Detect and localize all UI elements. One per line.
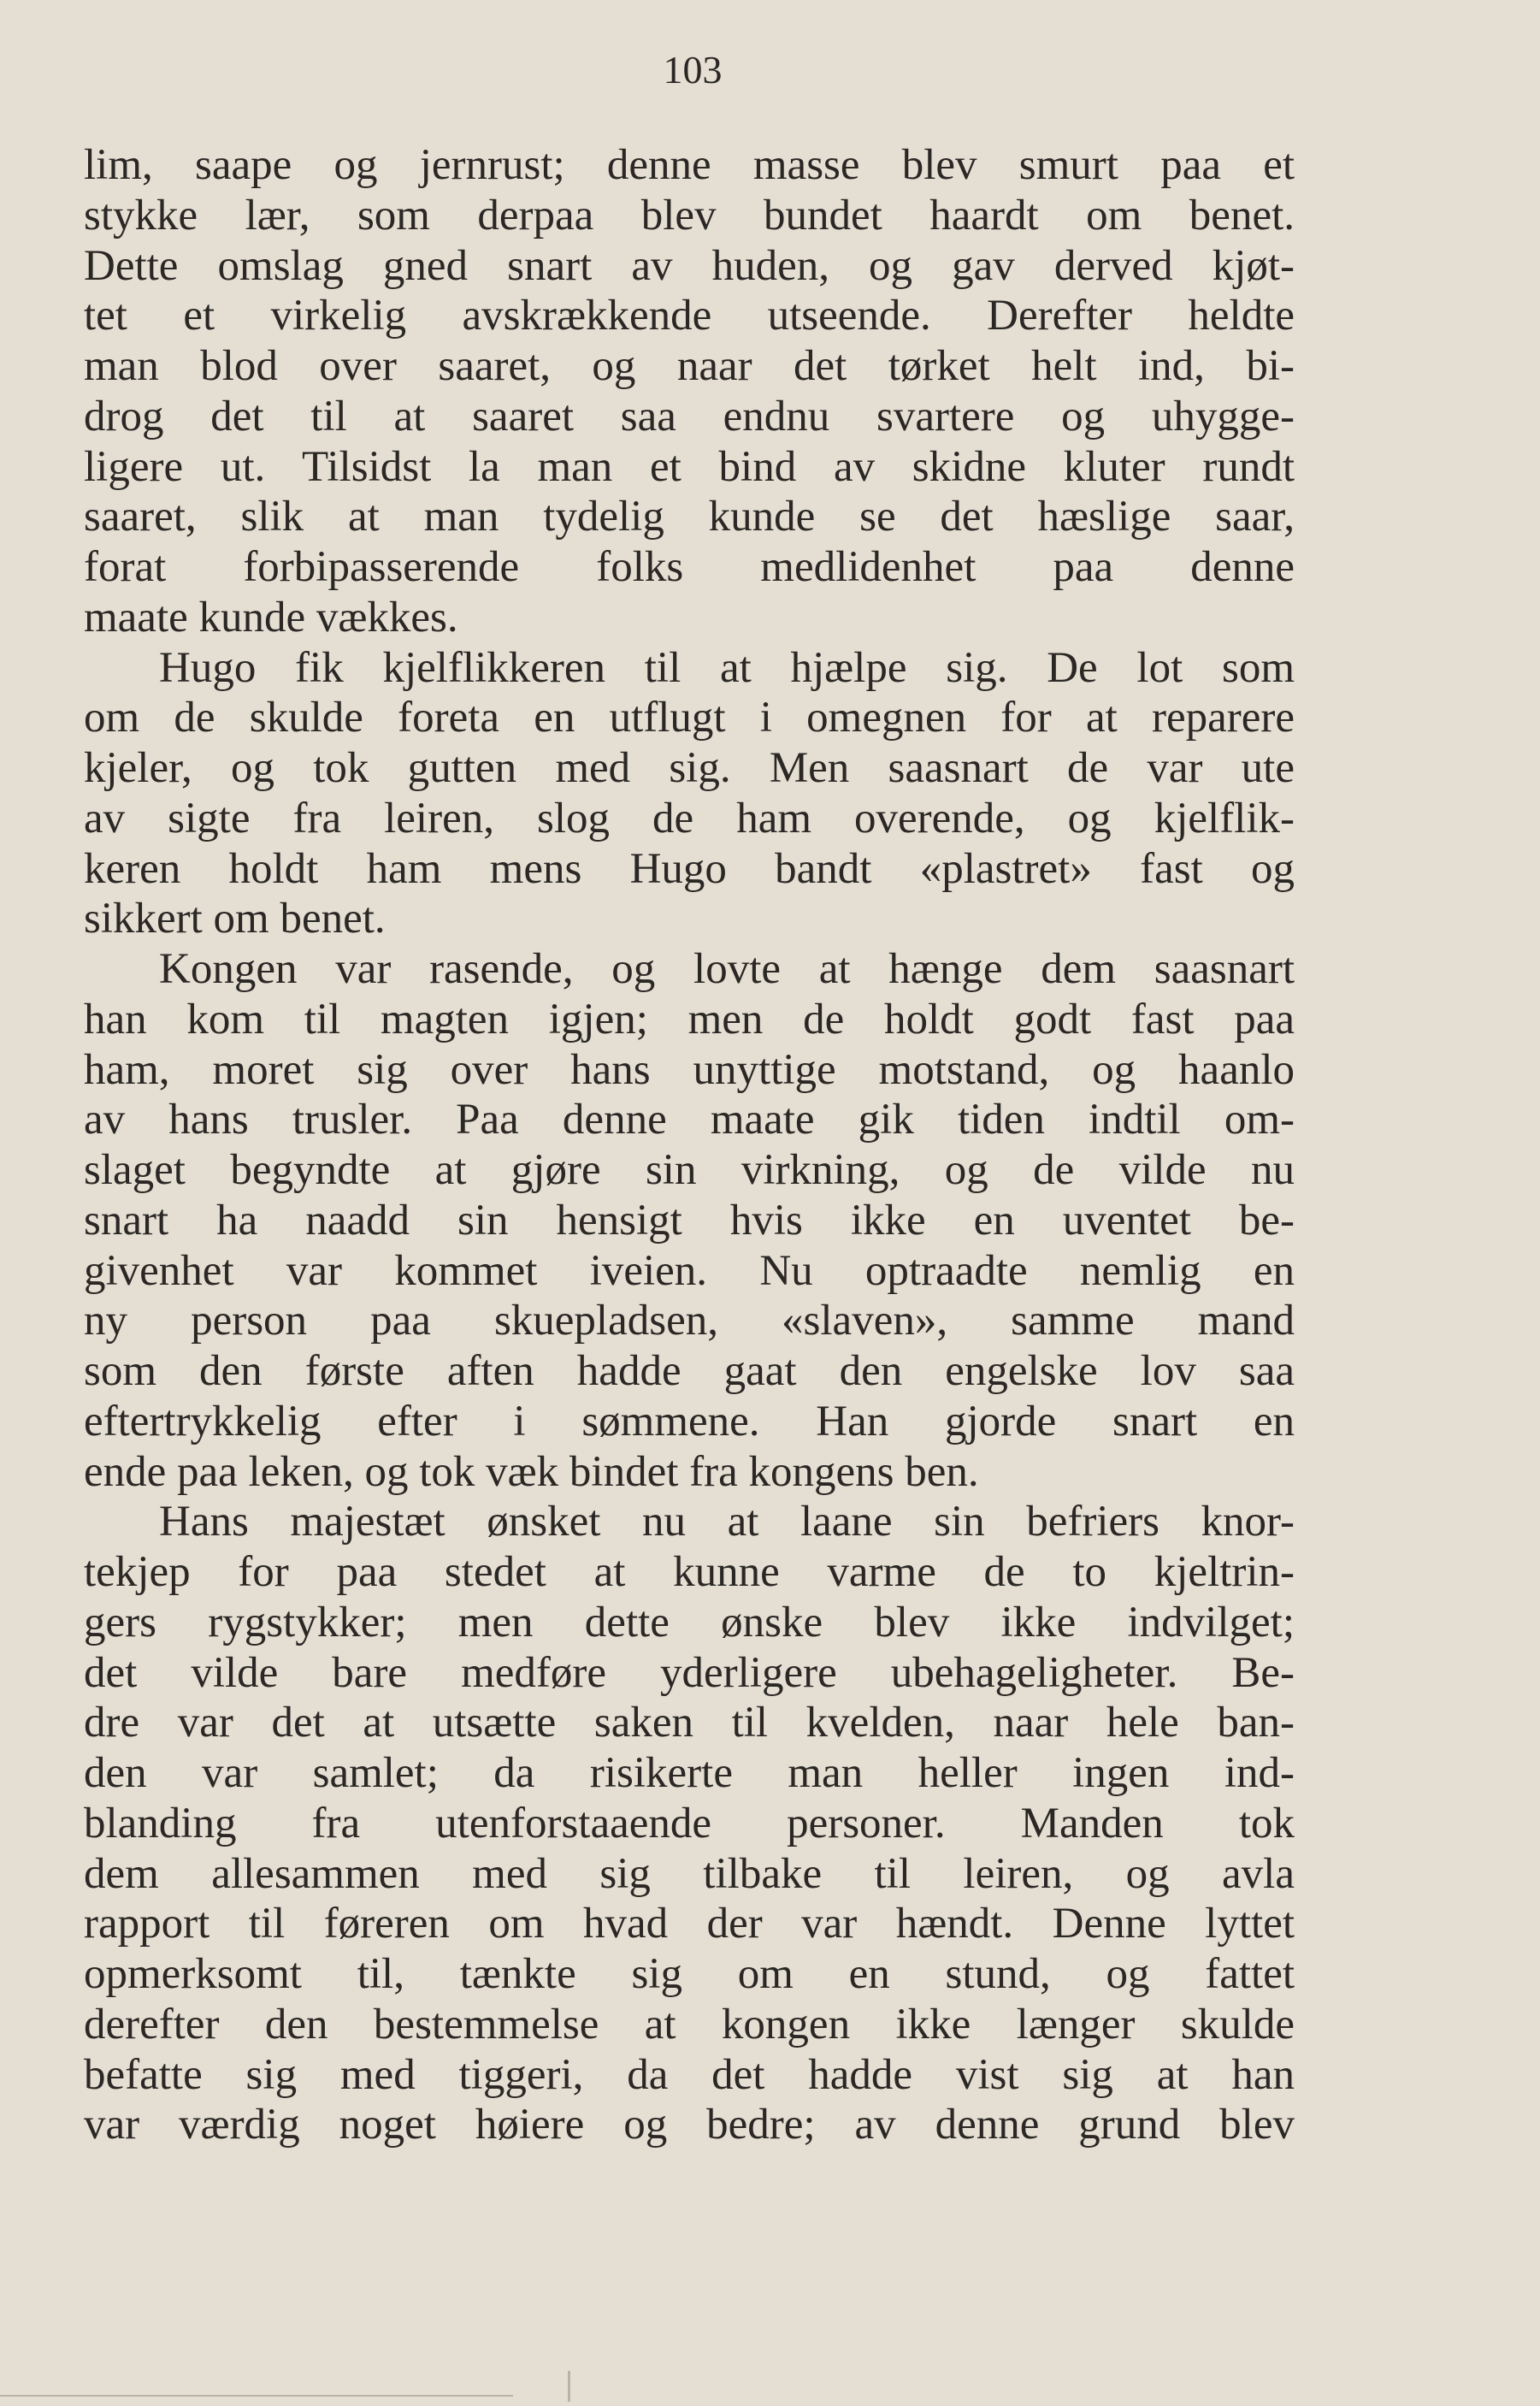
body-text: [84, 140, 1295, 2150]
text-line: man blod over saaret, og naar det tørket helt ind, bi-: [84, 342, 1295, 390]
page-number: 103: [663, 48, 723, 92]
paragraph-start-line: Kongen var rasende, og lovte at hænge dem saasnart: [159, 945, 1295, 993]
text-line: rapport til føreren om hvad der var hændt. Denne lyttet: [84, 1900, 1295, 1948]
paragraph-start-line: Hugo fik kjelflikkeren til at hjælpe sig. De lot som: [159, 643, 1295, 692]
text-line: tet et virkelig avskrækkende utseende. Derefter heldte: [84, 292, 1295, 340]
text-line: det vilde bare medføre yderligere ubehageligheter. Be-: [84, 1648, 1295, 1697]
text-line: han kom til magten igjen; men de holdt godt fast paa: [84, 995, 1295, 1043]
text-line: ligere ut. Tilsidst la man et bind av skidne kluter rundt: [84, 442, 1295, 491]
text-line: derefter den bestemmelse at kongen ikke længer skulde: [84, 2000, 1295, 2048]
text-line: lim, saape og jernrust; denne masse blev smurt paa et: [84, 141, 1295, 189]
text-line: dem allesammen med sig tilbake til leiren, og avla: [84, 1849, 1295, 1898]
text-line: ham, moret sig over hans unyttige motstand, og haanlo: [84, 1045, 1295, 1094]
text-line: om de skulde foreta en utflugt i omegnen for at reparere: [84, 694, 1295, 742]
text-line: var værdig noget høiere og bedre; av denne grund blev: [84, 2101, 1295, 2149]
text-line: drog det til at saaret saa endnu svartere og uhygge-: [84, 392, 1295, 440]
text-line: snart ha naadd sin hensigt hvis ikke en uventet be-: [84, 1196, 1295, 1244]
text-line: tekjep for paa stedet at kunne varme de to kjeltrin-: [84, 1548, 1295, 1596]
text-line: eftertrykkelig efter i sømmene. Han gjorde snart en: [84, 1397, 1295, 1445]
text-line: blanding fra utenforstaaende personer. Manden tok: [84, 1799, 1295, 1847]
text-line: saaret, slik at man tydelig kunde se det hæslige saar,: [84, 493, 1295, 541]
text-line: slaget begyndte at gjøre sin virkning, og de vilde nu: [84, 1146, 1295, 1194]
text-line: opmerksomt til, tænkte sig om en stund, og fattet: [84, 1950, 1295, 1998]
text-line: dre var det at utsætte saken til kvelden, naar hele ban-: [84, 1699, 1295, 1747]
text-line: av sigte fra leiren, slog de ham overende, og kjelflik-: [84, 794, 1295, 842]
text-line: som den første aften hadde gaat den engelske lov saa: [84, 1347, 1295, 1395]
text-line: gers rygstykker; men dette ønske blev ikke indvilget;: [84, 1598, 1295, 1646]
text-line: Dette omslag gned snart av huden, og gav derved kjøt-: [84, 241, 1295, 290]
text-line: sikkert om benet.: [84, 895, 386, 943]
text-line: av hans trusler. Paa denne maate gik tiden indtil om-: [84, 1096, 1295, 1144]
bottom-edge-mark: [568, 2371, 570, 2402]
text-line: ny person paa skuepladsen, «slaven», samme mand: [84, 1297, 1295, 1345]
bottom-edge-rule: [0, 2395, 513, 2397]
text-line: den var samlet; da risikerte man heller ingen ind-: [84, 1749, 1295, 1797]
text-line: ende paa leken, og tok væk bindet fra kongens ben.: [84, 1447, 979, 1496]
paragraph-start-line: Hans majestæt ønsket nu at laane sin befriers knor-: [159, 1498, 1295, 1546]
text-line: kjeler, og tok gutten med sig. Men saasnart de var ute: [84, 744, 1295, 792]
text-line: befatte sig med tiggeri, da det hadde vist sig at han: [84, 2050, 1295, 2099]
text-line: keren holdt ham mens Hugo bandt «plastret» fast og: [84, 844, 1295, 893]
text-line: maate kunde vækkes.: [84, 593, 458, 641]
text-line: givenhet var kommet iveien. Nu optraadte nemlig en: [84, 1246, 1295, 1295]
text-line: forat forbipasserende folks medlidenhet paa denne: [84, 543, 1295, 591]
text-line: stykke lær, som derpaa blev bundet haardt om benet.: [84, 191, 1295, 239]
